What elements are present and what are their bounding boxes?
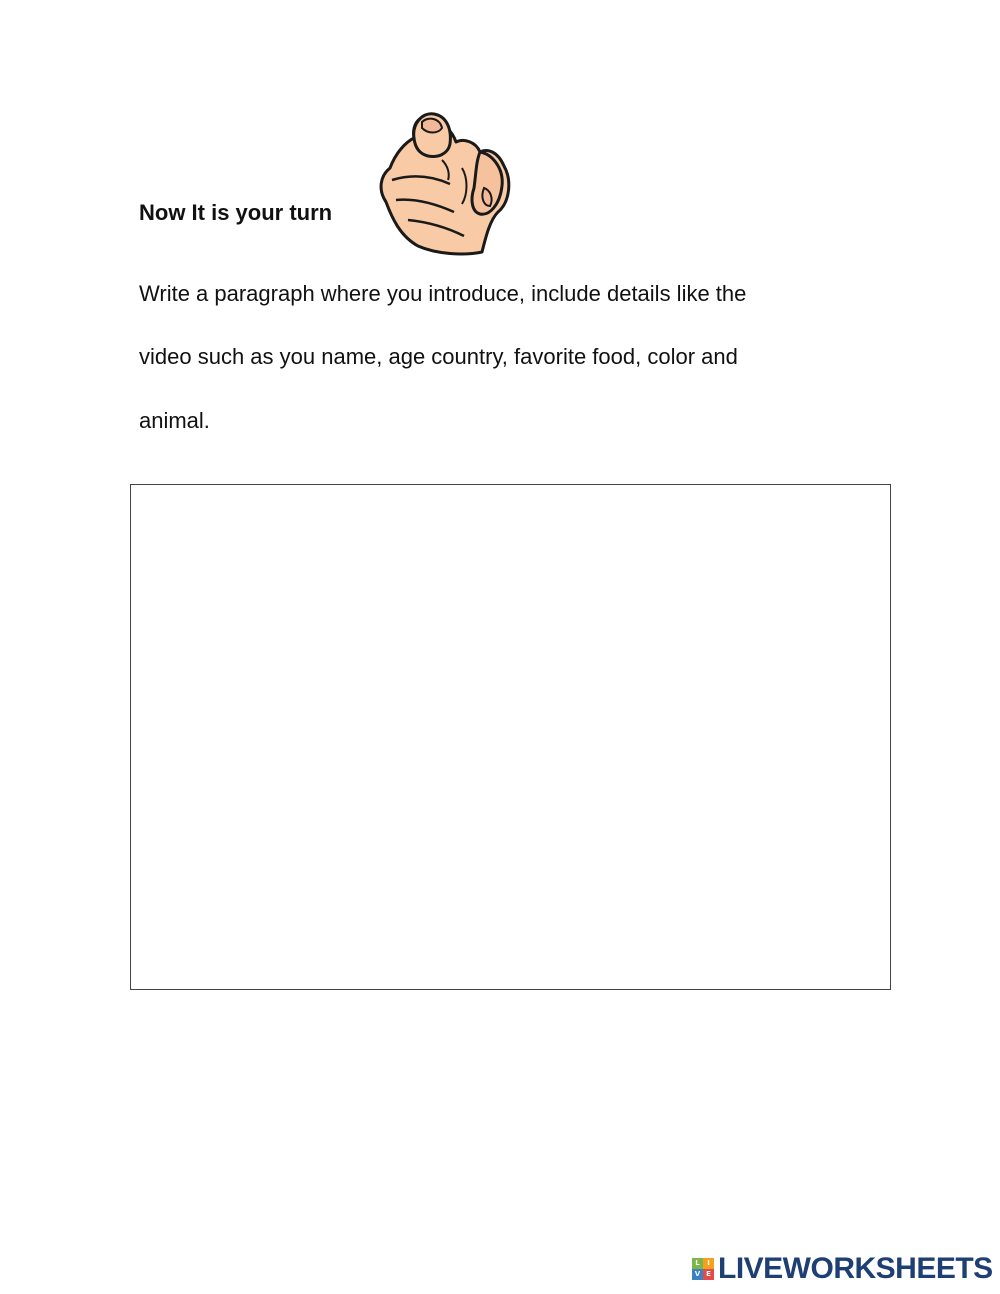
pointing-hand-icon [372,108,512,258]
liveworksheets-logo [692,1252,993,1286]
instruction-line-3: animal. [139,408,210,433]
logo-tile-e: E [703,1269,714,1280]
instruction-line-1: Write a paragraph where you introduce, include details like the [139,281,747,306]
liveworksheets-logo-icon [692,1258,714,1280]
liveworksheets-logo-text: LIVEWORKSHEETS [718,1252,993,1285]
page-title: Now It is your turn [139,200,333,225]
instruction-line-2: video such as you name, age country, favorite food, color and [139,344,738,369]
logo-tile-l: L [692,1258,703,1269]
answer-text-area[interactable] [130,484,891,990]
logo-tile-i: I [703,1258,714,1269]
logo-tile-v: V [692,1269,703,1280]
